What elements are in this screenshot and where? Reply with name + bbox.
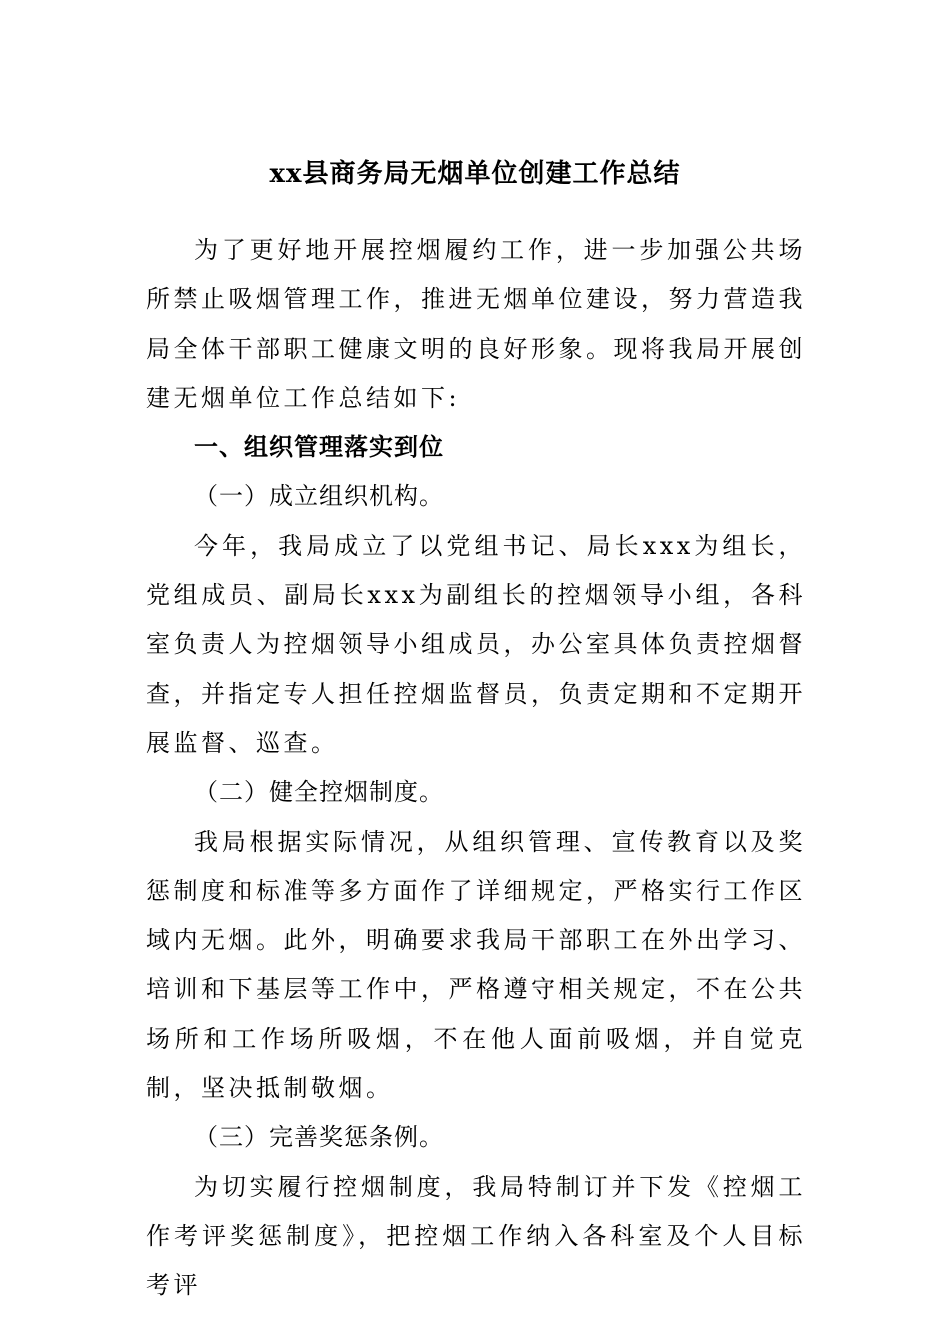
subsection-heading: （二）健全控烟制度。 <box>194 778 444 807</box>
subsection-heading: （三）完善奖惩条例。 <box>194 1123 444 1152</box>
document-title: xx县商务局无烟单位创建工作总结 <box>269 159 681 189</box>
body-paragraph: 今年，我局成立了以党组书记、局长xxx为组长，党组成员、副局长xxx为副组长的控烟领导小组，各科室负责人为控烟领导小组成员，办公室具体负责控烟督查，并指定专人担任控烟监督员，负责定期和不定期开展监督、巡查。 <box>146 531 806 757</box>
intro-paragraph: 为了更好地开展控烟履约工作，进一步加强公共场所禁止吸烟管理工作，推进无烟单位建设，努力营造我局全体干部职工健康文明的良好形象。现将我局开展创建无烟单位工作总结如下: <box>146 236 806 412</box>
section-heading: 一、组织管理落实到位 <box>194 433 444 462</box>
subsection-heading: （一）成立组织机构。 <box>194 482 444 511</box>
body-paragraph: 我局根据实际情况，从组织管理、宣传教育以及奖惩制度和标准等多方面作了详细规定，严格实行工作区域内无烟。此外，明确要求我局干部职工在外出学习、培训和下基层等工作中，严格遵守相关规定，不在公共场所和工作场所吸烟，不在他人面前吸烟，并自觉克制，坚决抵制敬烟。 <box>146 827 806 1103</box>
document-body <box>146 226 806 1311</box>
body-paragraph: 为切实履行控烟制度，我局特制订并下发《控烟工作考评奖惩制度》，把控烟工作纳入各科室及个人目标考评 <box>146 1172 806 1300</box>
